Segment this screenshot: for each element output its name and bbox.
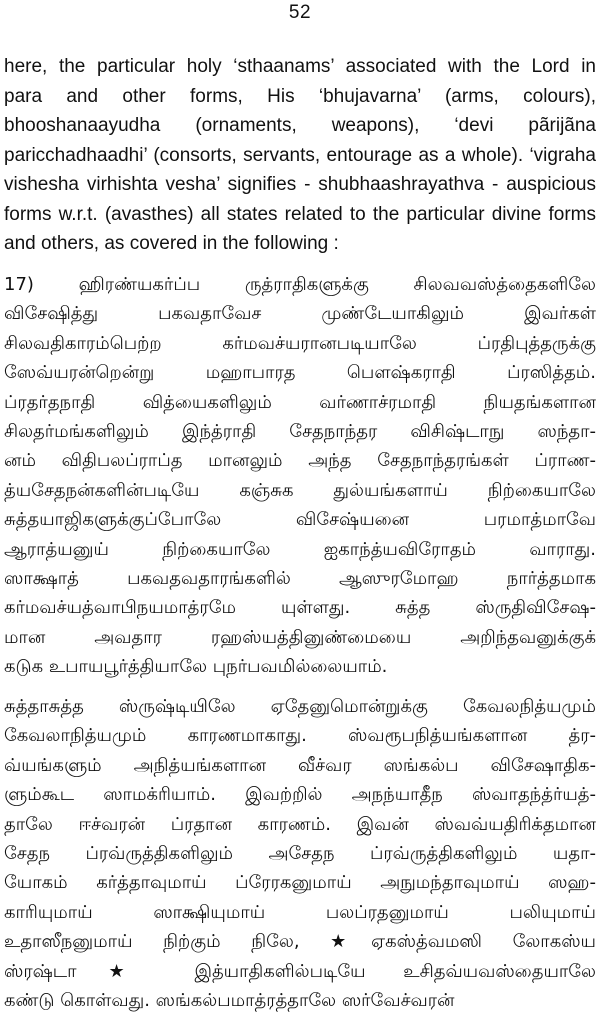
tamil-paragraph-2-line: சேதந ப்ரவ்ருத்திகளிலும் அசேதந ப்ரவ்ருத்திகளிலும் யதா-: [4, 843, 596, 865]
english-paragraph-line: forms w.r.t. (avasthes) all states related to the particular divine forms: [4, 203, 596, 225]
tamil-paragraph-1-line: த்யசேதநன்களின்படியே கஞ்சுக துல்யங்களாய் நிற்கையாலே: [4, 479, 596, 501]
tamil-paragraph-1-line: னம் விதிபலப்ராப்த மானலும் அந்த சேதநாந்தரங்கள் ப்ராண-: [4, 450, 596, 472]
english-paragraph-line: here, the particular holy ‘sthaanams’ associated with the Lord in: [4, 56, 596, 77]
english-paragraph-line: bhooshanaayudha (ornaments, weapons), ‘devi pãrijãna: [4, 115, 596, 136]
tamil-paragraph-2-line: காரியுமாய் ஸாக்ஷியுமாய் பலப்ரதனுமாய் பலியுமாய்: [4, 901, 596, 923]
english-paragraph-line: and others, as covered in the following :: [4, 233, 339, 254]
tamil-paragraph-1-line: ஆராத்யனுய் நிற்கையாலே ஐகாந்த்யவிரோதம் வாராது.: [4, 538, 596, 560]
tamil-paragraph-1-line: சிலதர்மங்களிலும் இந்த்ராதி சேதநாந்தர விசிஷ்டாநு ஸந்தா-: [4, 421, 596, 443]
tamil-paragraph-2-line: கண்டு கொள்வது. ஸங்கல்பமாத்ரத்தாலே ஸர்வேச்வரன்: [4, 990, 455, 1012]
english-paragraph-line: paricchadhaadhi’ (consorts, servants, entourage as a whole). ‘vigraha: [4, 144, 596, 166]
tamil-paragraph-2-line: யோகம் கர்த்தாவுமாய் ப்ரேரகனுமாய் அநுமந்தாவுமாய் ஸஹ-: [4, 872, 596, 894]
tamil-paragraph-2-line: வ்யங்களும் அநித்யங்களான வீச்வர ஸங்கல்ப விசேஷாதிக-: [4, 754, 596, 776]
tamil-paragraph-1-line: 17) ஹிரண்யகர்ப்ப ருத்ராதிகளுக்கு சிலவவஸ்த்தைகளிலே: [4, 274, 596, 295]
tamil-paragraph-2-line: ளும்கூட ஸாமக்ரியாம். இவற்றில் அநந்யாதீந ஸ்வாதந்த்ர்யத்-: [4, 784, 596, 806]
tamil-paragraph-2-line: ஸ்ரஷ்டா★ இத்யாதிகளில்படியே உசிதவ்யவஸ்தையாலே: [4, 960, 596, 982]
tamil-paragraph-2: [4, 692, 596, 1015]
tamil-paragraph-2-line: கேவலாநித்யமும் காரணமாகாது. ஸ்வரூபநித்யங்களான த்ர-: [4, 725, 596, 747]
tamil-paragraph-1-line: சுத்தயாஜிகளுக்குப்போலே விசேஷ்யனை பரமாத்மாவே: [4, 509, 596, 531]
tamil-paragraph-1-line: கடுக உபாயபூர்த்தியாலே புநர்பவமில்லையாம்.: [4, 656, 388, 678]
tamil-paragraph-2-line: உதாஸீநனுமாய் நிற்கும் நிலே, ★ஏகஸ்த்வமஸி லோகஸ்ய: [4, 931, 596, 953]
english-paragraph-line: para and other forms, His ‘bhujavarna’ (arms, colours),: [4, 85, 596, 107]
tamil-paragraph-1-line: ப்ரதர்தநாதி வித்யைகளிலும் வர்ணாச்ரமாதி நியதங்களான: [4, 391, 596, 413]
tamil-paragraph-1-line: ஸாக்ஷாத் பகவதவதாரங்களில் ஆஸுரமோஹ நார்த்தமாக: [4, 568, 596, 590]
tamil-paragraph-2-line: சுத்தாசுத்த ஸ்ருஷ்டியிலே ஏதேனுமொன்றுக்கு கேவலநித்யமும்: [4, 696, 596, 717]
tamil-paragraph-2-line: தாலே ஈச்வரன் ப்ரதான காரணம். இவன் ஸ்வவ்யதிரிக்தமான: [4, 813, 596, 835]
english-paragraph: [4, 52, 596, 259]
tamil-paragraph-1-line: சிலவதிகாரம்பெற்ற கர்மவச்யரானபடியாலே ப்ரதிபுத்தருக்கு: [4, 332, 596, 354]
tamil-paragraph-1-line: ஸேவ்யரன்றென்று மஹாபாரத பௌஷ்கராதி ப்ரஸித்தம்.: [4, 362, 596, 384]
tamil-paragraph-1: [4, 270, 596, 682]
tamil-paragraph-1-line: மான அவதார ரஹஸ்யத்தினுண்மையை அறிந்தவனுக்குக்: [4, 626, 596, 648]
english-paragraph-line: vishesha virhishta vesha’ signifies - shubhaashrayathva - auspicious: [4, 174, 596, 195]
tamil-paragraph-1-line: கர்மவச்யத்வாபிநயமாத்ரமே யுள்ளது. சுத்த ஸ்ருதிவிசேஷ-: [4, 597, 596, 619]
tamil-paragraph-1-line: விசேஷித்து பகவதாவேச முண்டேயாகிலும் இவர்கள்: [4, 303, 596, 325]
page-number: 52: [288, 2, 312, 23]
